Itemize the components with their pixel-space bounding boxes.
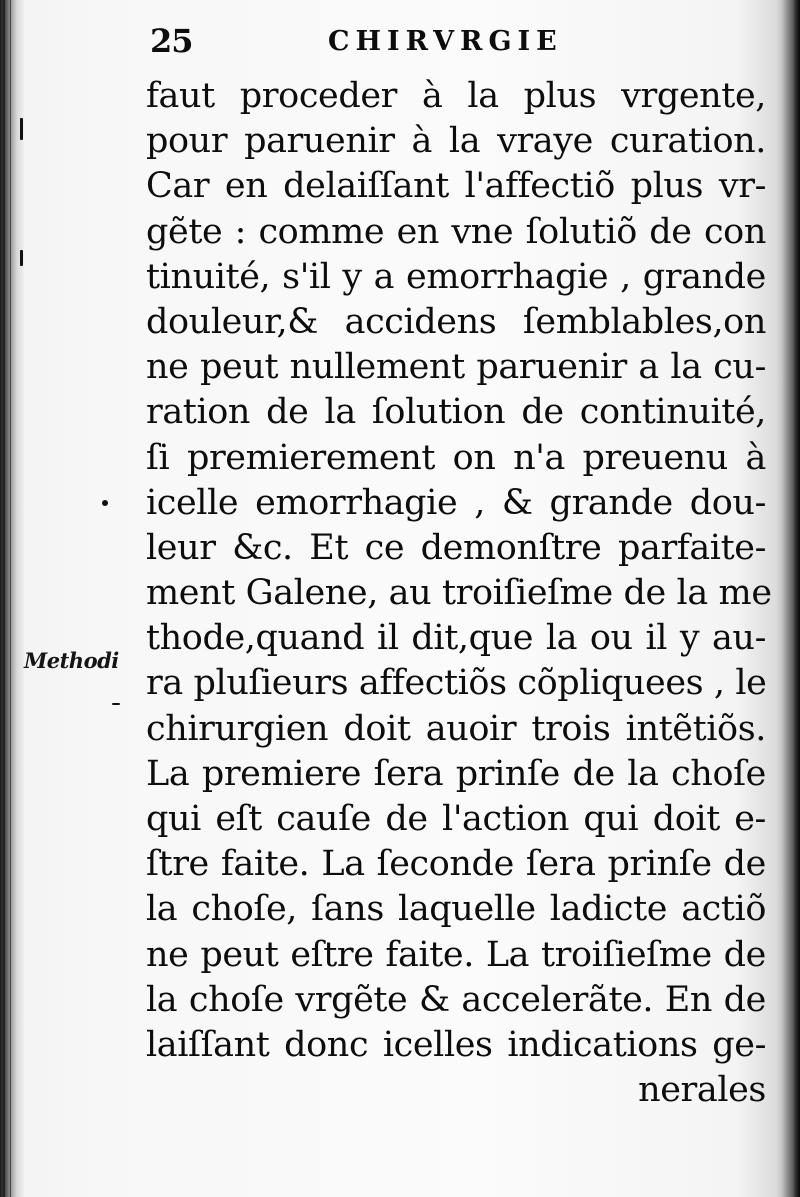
text-line: ra pluſieurs affectiõs cõpliquees , le xyxy=(146,663,767,704)
text-line: icelle emorrhagie , & grande dou- xyxy=(146,482,766,523)
text-line: nerales xyxy=(638,1070,766,1111)
text-line: ſtre faite. La ſeconde ſera prinſe de xyxy=(146,844,766,885)
gutter-line xyxy=(10,0,11,1197)
text-line: ment Galene, au troiſieſme de la me xyxy=(146,573,772,614)
ink-speck xyxy=(102,500,108,506)
text-line: ne peut nullement paruenir a la cu- xyxy=(146,347,766,388)
text-line: douleur,& accidens ſemblables,on xyxy=(146,301,766,342)
text-line: la choſe, ſans laquelle ladicte actiõ xyxy=(146,889,766,930)
text-line: gẽte : comme en vne ſolutiõ de con xyxy=(146,211,766,252)
text-line: tinuité, s'il y a emorrhagie , grande xyxy=(146,256,766,297)
text-line: leur &c. Et ce demonſtre parfaite- xyxy=(146,527,766,568)
ink-speck xyxy=(20,250,23,266)
text-line: ration de la ſolution de continuité, xyxy=(146,392,766,433)
page-header xyxy=(150,22,770,66)
gutter-line xyxy=(3,0,5,1197)
text-line: ne peut eſtre faite. La troiſieſme de xyxy=(146,934,766,975)
text-line: Car en delaiſſant l'affectiõ plus vr- xyxy=(146,166,766,207)
text-line: chirurgien doit auoir trois intẽtiõs. xyxy=(146,708,766,749)
text-line: la choſe vrgẽte & accelerãte. En de xyxy=(146,979,766,1020)
running-head: CHIRVRGIE xyxy=(328,26,563,57)
text-line: thode,quand il dit,que la ou il y au- xyxy=(146,618,766,659)
text-line: pour paruenir à la vraye curation. xyxy=(146,121,766,162)
ink-speck xyxy=(20,118,23,140)
text-line: ſi premierement on n'a preuenu à xyxy=(146,437,766,478)
page-edge-shadow xyxy=(782,0,800,1197)
text-line: qui eſt cauſe de l'action qui doit e- xyxy=(146,799,766,839)
ink-speck xyxy=(112,703,120,705)
margin-note: Methodi xyxy=(24,648,119,673)
page-number: 25 xyxy=(150,22,193,60)
text-line: faut proceder à la plus vrgente, xyxy=(146,76,766,116)
body-text xyxy=(146,74,772,1113)
text-line: laiſſant donc icelles indications ge- xyxy=(146,1024,766,1065)
text-line: La premiere ſera prinſe de la choſe xyxy=(146,753,766,794)
